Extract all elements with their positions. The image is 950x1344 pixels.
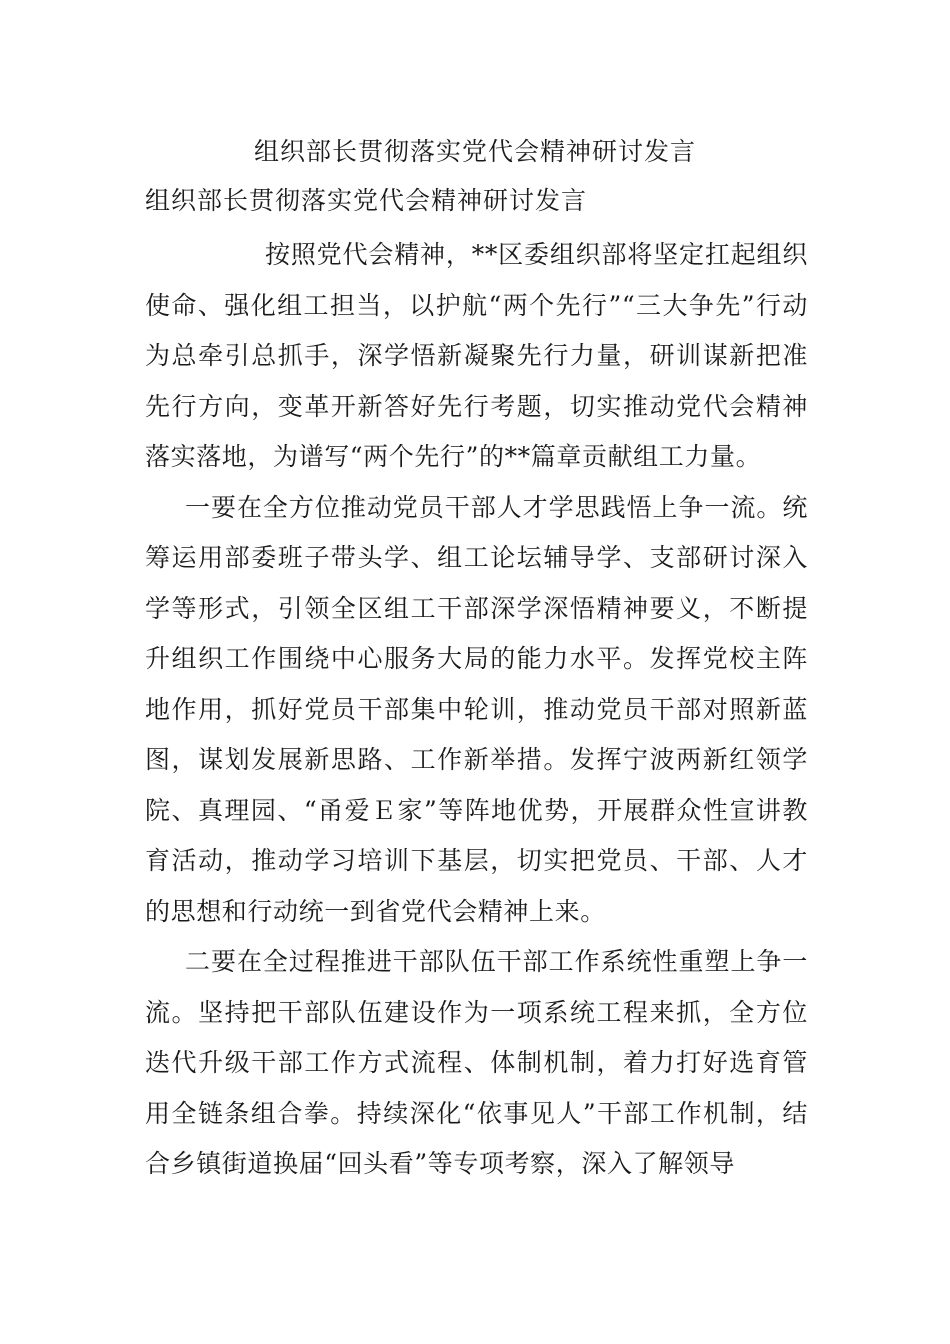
paragraph-first-point: 一要在全方位推动党员干部人才学思践悟上争一流。统筹运用部委班子带头学、组工论坛辅导学、支部研讨深入学等形式，引领全区组工干部深学深悟精神要义，不断提升组织工作围绕中心服务大局的能力水平。发挥党校主阵地作用，抓好党员干部集中轮训，推动党员干部对照新蓝图，谋划发展新思路、工作新举措。发挥宁波两新红领学院、真理园、“甬爱Ｅ家”等阵地优势，开展群众性宣讲教育活动，推动学习培训下基层，切实把党员、干部、人才的思想和行动统一到省党代会精神上来。	[145, 492, 808, 926]
document-title: 组织部长贯彻落实党代会精神研讨发言	[253, 137, 696, 166]
document-subtitle: 组织部长贯彻落实党代会精神研讨发言	[145, 186, 588, 215]
paragraph-intro: 按照党代会精神，**区委组织部将坚定扛起组织使命、强化组工担当，以护航“两个先行”“三大争先”行动为总牵引总抓手，深学悟新凝聚先行力量，研训谋新把准先行方向，变革开新答好先行考题，切实推动党代会精神落实落地，为谱写“两个先行”的**篇章贡献组工力量。	[145, 240, 808, 471]
document-body	[145, 230, 808, 1190]
paragraph-second-point: 二要在全过程推进干部队伍干部工作系统性重塑上争一流。坚持把干部队伍建设作为一项系统工程来抓，全方位迭代升级干部工作方式流程、体制机制，着力打好选育管用全链条组合拳。持续深化“依事见人”干部工作机制，结合乡镇街道换届“回头看”等专项考察，深入了解领导	[145, 947, 808, 1178]
